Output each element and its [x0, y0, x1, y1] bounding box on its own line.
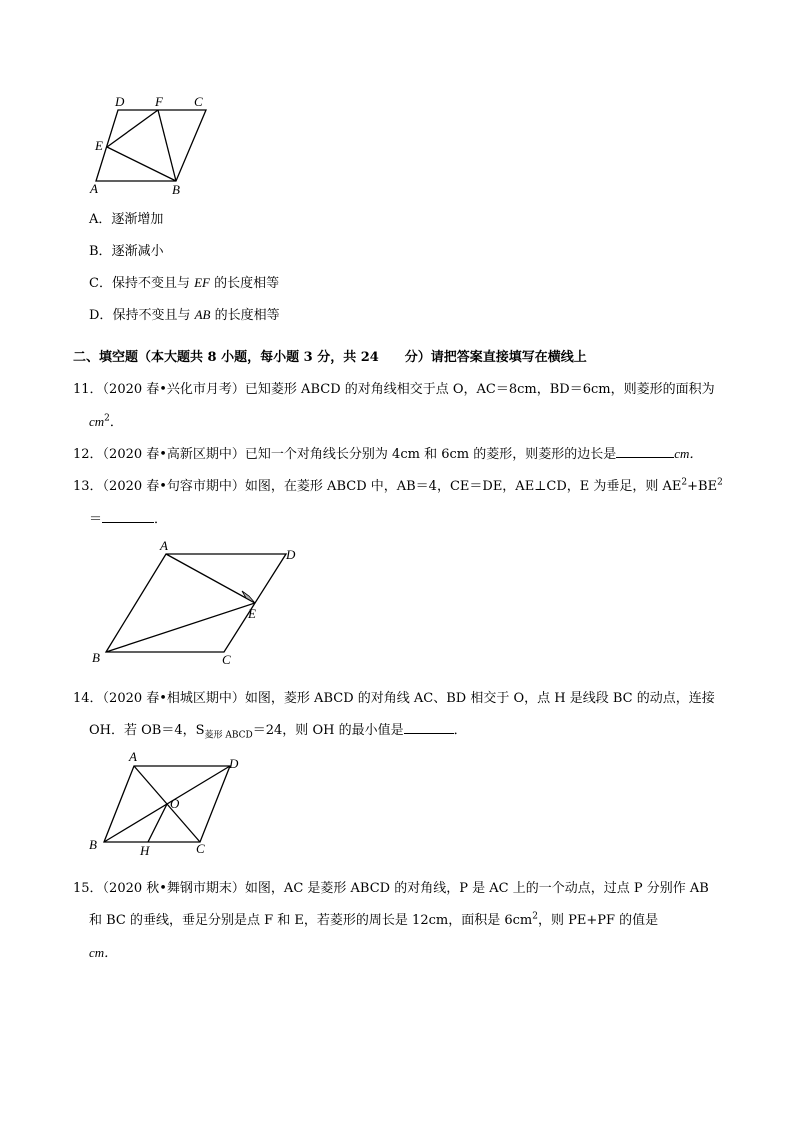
label-a: A	[129, 749, 137, 764]
label-f: F	[155, 94, 163, 109]
option-c	[89, 272, 279, 291]
subscript: 菱形 ABCD	[204, 730, 253, 741]
period: ．	[453, 723, 467, 738]
unit: cm	[89, 414, 105, 429]
question-text: ＝24，则 OH 的最小值是	[252, 723, 404, 738]
option-text: 的长度相等	[210, 308, 280, 323]
label-b: B	[172, 182, 180, 197]
label-e: E	[248, 606, 256, 621]
question-text: 和 BC 的垂线，垂足分别是点 F 和 E，若菱形的周长是 12cm，面积是 6cm	[89, 913, 533, 928]
segment-ae	[166, 554, 255, 603]
question-11-answer-line	[89, 411, 123, 430]
option-a	[89, 208, 163, 227]
parallelogram-abcd	[96, 110, 206, 181]
question-13-answer-line	[89, 508, 167, 527]
rhombus-abcd	[106, 554, 286, 652]
question-text: OH．若 OB＝4，S	[89, 723, 205, 738]
label-c: C	[196, 841, 205, 856]
answer-blank[interactable]	[404, 721, 454, 734]
option-letter: D．	[89, 308, 113, 323]
segment-eb	[107, 147, 176, 181]
figure-q13-rhombus	[86, 538, 316, 673]
label-o: O	[170, 796, 180, 811]
question-15: 15．（2020 秋•舞钢市期末）如图，AC 是菱形 ABCD 的对角线，P 是 AC 上的一个动点，过点 P 分别作 AB	[73, 881, 709, 896]
option-b	[89, 240, 164, 259]
question-unit: cm．	[674, 446, 703, 461]
label-e: E	[95, 138, 103, 153]
figure-q14-rhombus	[84, 748, 254, 860]
question-text: ，则 PE+PF 的值是	[537, 913, 659, 928]
segment-be	[106, 603, 255, 652]
question-text: 12．（2020 春•高新区期中）已知一个对角线长分别为 4cm 和 6cm 的菱形，则菱形的边长是	[73, 447, 617, 462]
label-d: D	[229, 756, 239, 771]
label-h: H	[140, 843, 150, 858]
question-14-line2	[89, 719, 467, 741]
option-var: AB	[194, 307, 211, 322]
option-text: 逐渐减小	[111, 244, 164, 259]
period: ．	[154, 512, 168, 527]
label-c: C	[222, 652, 231, 667]
option-text: 保持不变且与	[111, 276, 195, 291]
option-var: EF	[194, 275, 210, 290]
exponent: 2	[681, 477, 688, 488]
label-d: D	[286, 547, 296, 562]
answer-blank[interactable]	[102, 510, 154, 523]
exponent: 2	[532, 911, 538, 922]
period: ．	[109, 415, 123, 430]
question-15-line2	[89, 909, 658, 928]
answer-blank[interactable]	[616, 445, 674, 458]
segment-fb	[158, 110, 176, 181]
label-a: A	[160, 538, 168, 553]
question-11: 11．（2020 春•兴化市月考）已知菱形 ABCD 的对角线相交于点 O，AC＝8cm，BD＝6cm，则菱形的面积为	[73, 382, 715, 397]
option-d	[89, 304, 280, 323]
option-text: 逐渐增加	[111, 212, 164, 227]
question-12	[73, 443, 702, 462]
option-text: 保持不变且与	[112, 308, 195, 323]
equals: ＝	[89, 512, 103, 527]
section-heading: 二、填空题（本大题共 8 小题，每小题 3 分，共 24 分）请把答案直接填写在横线上	[73, 350, 587, 365]
question-text: 13．（2020 春•句容市期中）如图，在菱形 ABCD 中，AB＝4，CE＝DE，AE⊥CD，E 为垂足，则 AE	[73, 479, 682, 494]
question-text: +BE	[687, 479, 718, 494]
question-14: 14．（2020 春•相城区期中）如图，菱形 ABCD 的对角线 AC、BD 相交于 O，点 H 是线段 BC 的动点，连接	[73, 691, 715, 706]
label-b: B	[89, 837, 97, 852]
option-letter: C．	[89, 276, 112, 291]
option-letter: B．	[89, 244, 112, 259]
label-c: C	[194, 94, 203, 109]
segment-ef	[107, 110, 158, 147]
option-text: 的长度相等	[209, 276, 280, 291]
label-d: D	[115, 94, 125, 109]
option-letter: A．	[89, 212, 112, 227]
label-a: A	[90, 181, 98, 196]
question-15-unit-line: cm．	[89, 945, 118, 960]
exponent: 2	[717, 477, 723, 488]
exponent: 2	[104, 413, 110, 424]
figure-q10-rhombus	[88, 90, 218, 200]
question-13	[73, 475, 723, 494]
label-b: B	[92, 650, 100, 665]
